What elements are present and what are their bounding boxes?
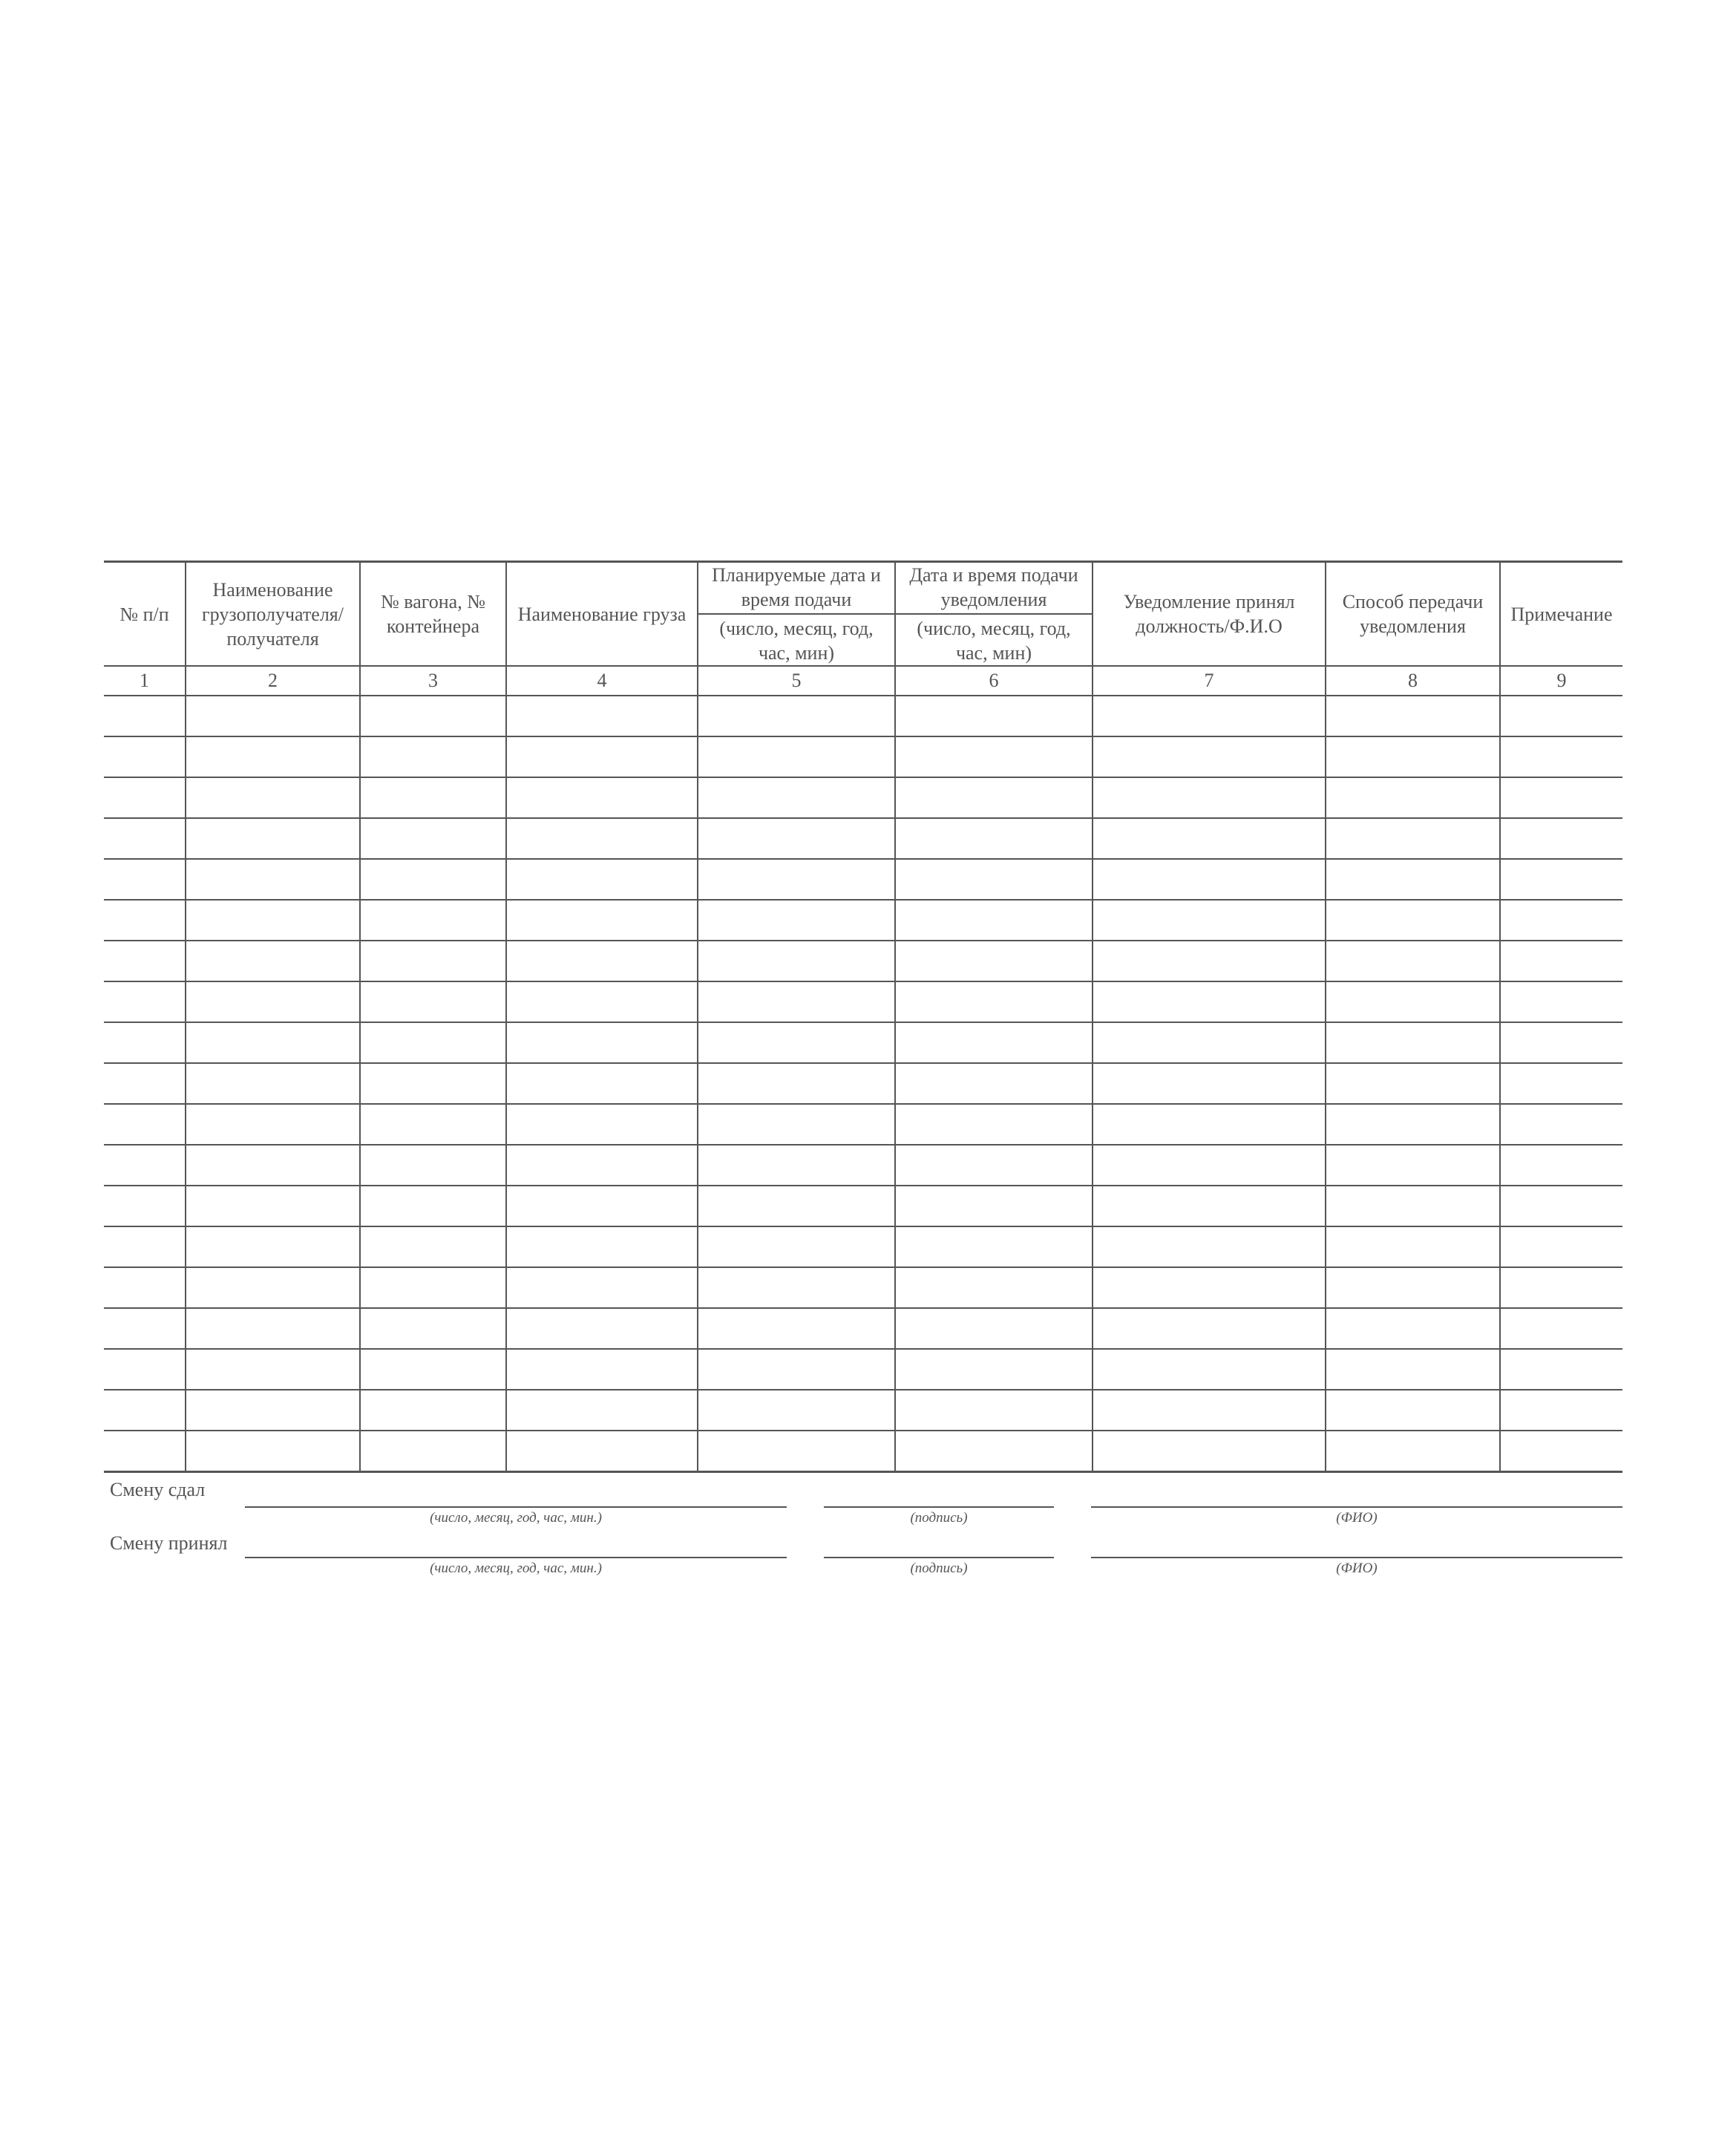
table-cell[interactable]	[698, 1186, 895, 1226]
table-cell[interactable]	[186, 1145, 360, 1186]
table-cell[interactable]	[186, 1063, 360, 1104]
table-cell[interactable]	[698, 941, 895, 981]
header-consignee-name: Наименование грузополучателя/ получателя	[186, 562, 360, 667]
table-cell[interactable]	[506, 777, 698, 818]
table-cell[interactable]	[1500, 1431, 1622, 1472]
table-cell[interactable]	[1093, 1431, 1326, 1472]
table-row	[104, 1226, 1622, 1267]
table-cell[interactable]	[104, 696, 186, 736]
table-cell[interactable]	[506, 1186, 698, 1226]
table-cell[interactable]	[360, 1104, 506, 1145]
table-cell[interactable]	[895, 1145, 1093, 1186]
table-cell[interactable]	[506, 859, 698, 900]
table-cell[interactable]	[1500, 941, 1622, 981]
table-cell[interactable]	[1500, 981, 1622, 1022]
table-cell[interactable]	[360, 1349, 506, 1390]
table-row	[104, 696, 1622, 736]
table-cell[interactable]	[1093, 1308, 1326, 1349]
table-cell[interactable]	[1326, 696, 1500, 736]
table-cell[interactable]	[506, 1308, 698, 1349]
table-cell[interactable]	[186, 736, 360, 777]
table-cell[interactable]	[895, 981, 1093, 1022]
table-cell[interactable]	[186, 1390, 360, 1431]
table-cell[interactable]	[104, 1390, 186, 1431]
table-row	[104, 1145, 1622, 1186]
table-cell[interactable]	[104, 777, 186, 818]
handed-over-datetime-line[interactable]	[245, 1506, 787, 1508]
table-cell[interactable]	[1093, 818, 1326, 859]
handed-over-datetime-caption: (число, месяц, год, час, мин.)	[430, 1510, 602, 1526]
table-row	[104, 900, 1622, 941]
table-cell[interactable]	[1500, 1104, 1622, 1145]
accepted-name-caption: (ФИО)	[1336, 1560, 1378, 1576]
table-cell[interactable]	[1093, 1063, 1326, 1104]
table-cell[interactable]	[104, 981, 186, 1022]
table-cell[interactable]	[1326, 1226, 1500, 1267]
table-cell[interactable]	[698, 900, 895, 941]
table-cell[interactable]	[698, 1431, 895, 1472]
table-cell[interactable]	[1326, 1186, 1500, 1226]
table-cell[interactable]	[698, 1308, 895, 1349]
table-cell[interactable]	[1093, 941, 1326, 981]
table-cell[interactable]	[895, 1063, 1093, 1104]
table-cell[interactable]	[1326, 1349, 1500, 1390]
table-cell[interactable]	[104, 1267, 186, 1308]
table-cell[interactable]	[506, 1022, 698, 1063]
table-cell[interactable]	[1093, 1104, 1326, 1145]
table-cell[interactable]	[104, 1349, 186, 1390]
table-cell[interactable]	[1326, 1063, 1500, 1104]
table-cell[interactable]	[104, 1063, 186, 1104]
table-cell[interactable]	[895, 1022, 1093, 1063]
table-cell[interactable]	[1500, 1063, 1622, 1104]
table-cell[interactable]	[360, 1022, 506, 1063]
table-cell[interactable]	[698, 859, 895, 900]
table-cell[interactable]	[895, 859, 1093, 900]
table-cell[interactable]	[186, 1186, 360, 1226]
table-row	[104, 1022, 1622, 1063]
table-cell[interactable]	[360, 736, 506, 777]
table-row	[104, 1431, 1622, 1472]
header-remarks: Примечание	[1500, 562, 1622, 667]
table-row	[104, 1390, 1622, 1431]
shift-accepted-label: Смену принял	[110, 1532, 228, 1554]
table-cell[interactable]	[104, 859, 186, 900]
table-cell[interactable]	[1093, 1349, 1326, 1390]
table-cell[interactable]	[698, 1390, 895, 1431]
table-cell[interactable]	[1326, 981, 1500, 1022]
table-row	[104, 736, 1622, 777]
table-cell[interactable]	[506, 1104, 698, 1145]
table-cell[interactable]	[1326, 900, 1500, 941]
table-cell[interactable]	[895, 1226, 1093, 1267]
table-cell[interactable]	[698, 1063, 895, 1104]
table-cell[interactable]	[104, 1186, 186, 1226]
table-cell[interactable]	[506, 696, 698, 736]
table-cell[interactable]	[506, 1390, 698, 1431]
table-cell[interactable]	[104, 818, 186, 859]
column-number: 4	[506, 666, 698, 696]
table-cell[interactable]	[360, 1226, 506, 1267]
table-cell[interactable]	[360, 859, 506, 900]
table-cell[interactable]	[1500, 1390, 1622, 1431]
table-cell[interactable]	[1326, 1145, 1500, 1186]
table-row	[104, 777, 1622, 818]
table-cell[interactable]	[360, 1145, 506, 1186]
table-cell[interactable]	[1500, 1022, 1622, 1063]
header-notification-method: Способ передачи уведомления	[1326, 562, 1500, 667]
column-number: 5	[698, 666, 895, 696]
column-number: 2	[186, 666, 360, 696]
table-cell[interactable]	[506, 1267, 698, 1308]
notification-log-table	[104, 560, 1622, 1473]
column-number: 3	[360, 666, 506, 696]
accepted-datetime-caption: (число, месяц, год, час, мин.)	[430, 1560, 602, 1576]
table-cell[interactable]	[698, 1349, 895, 1390]
table-cell[interactable]	[104, 1104, 186, 1145]
table-cell[interactable]	[186, 900, 360, 941]
table-row	[104, 1104, 1622, 1145]
table-cell[interactable]	[1500, 696, 1622, 736]
table-cell[interactable]	[186, 1267, 360, 1308]
table-cell[interactable]	[360, 1390, 506, 1431]
table-cell[interactable]	[1093, 981, 1326, 1022]
header-cargo-name: Наименование груза	[506, 562, 698, 667]
table-cell[interactable]	[186, 1226, 360, 1267]
table-cell[interactable]	[895, 777, 1093, 818]
table-cell[interactable]	[360, 900, 506, 941]
table-cell[interactable]	[506, 900, 698, 941]
header-notification-datetime-format: (число, месяц, год, час, мин)	[895, 614, 1093, 666]
table-cell[interactable]	[698, 777, 895, 818]
table-cell[interactable]	[1500, 1186, 1622, 1226]
table-cell[interactable]	[1093, 777, 1326, 818]
table-cell[interactable]	[104, 900, 186, 941]
table-cell[interactable]	[360, 1063, 506, 1104]
table-cell[interactable]	[506, 1349, 698, 1390]
table-cell[interactable]	[186, 1308, 360, 1349]
table-cell[interactable]	[506, 1063, 698, 1104]
column-number: 9	[1500, 666, 1622, 696]
table-cell[interactable]	[104, 1022, 186, 1063]
table-row	[104, 859, 1622, 900]
table-cell[interactable]	[1093, 1022, 1326, 1063]
table-cell[interactable]	[1093, 696, 1326, 736]
table-cell[interactable]	[360, 1308, 506, 1349]
table-cell[interactable]	[1500, 777, 1622, 818]
handed-over-signature-line[interactable]	[824, 1506, 1054, 1508]
table-cell[interactable]	[1326, 1308, 1500, 1349]
table-cell[interactable]	[1093, 1226, 1326, 1267]
table-row	[104, 1186, 1622, 1226]
table-cell[interactable]	[895, 1308, 1093, 1349]
table-cell[interactable]	[506, 818, 698, 859]
table-cell[interactable]	[895, 1186, 1093, 1226]
column-number: 7	[1093, 666, 1326, 696]
accepted-signature-line[interactable]	[824, 1557, 1054, 1558]
handed-over-name-caption: (ФИО)	[1336, 1510, 1378, 1526]
table-row	[104, 1349, 1622, 1390]
table-cell[interactable]	[186, 818, 360, 859]
table-cell[interactable]	[1326, 1390, 1500, 1431]
table-cell[interactable]	[1500, 859, 1622, 900]
handed-over-signature-caption: (подпись)	[910, 1510, 968, 1526]
table-cell[interactable]	[1326, 736, 1500, 777]
shift-signatures	[104, 1473, 1622, 1592]
table-row	[104, 818, 1622, 859]
table-cell[interactable]	[1326, 1267, 1500, 1308]
table-cell[interactable]	[698, 736, 895, 777]
table-cell[interactable]	[1326, 777, 1500, 818]
column-number-row	[104, 666, 1622, 696]
column-number: 1	[104, 666, 186, 696]
table-cell[interactable]	[506, 941, 698, 981]
table-cell[interactable]	[506, 1431, 698, 1472]
table-cell[interactable]	[360, 696, 506, 736]
table-cell[interactable]	[895, 1349, 1093, 1390]
table-cell[interactable]	[1326, 818, 1500, 859]
table-cell[interactable]	[1093, 736, 1326, 777]
accepted-signature-caption: (подпись)	[910, 1560, 968, 1576]
accepted-name-line[interactable]	[1091, 1557, 1622, 1558]
table-cell[interactable]	[1500, 1349, 1622, 1390]
table-cell[interactable]	[698, 1022, 895, 1063]
table-row	[104, 1267, 1622, 1308]
table-cell[interactable]	[698, 1145, 895, 1186]
shift-handed-over-label: Смену сдал	[110, 1479, 206, 1500]
table-cell[interactable]	[360, 1431, 506, 1472]
table-cell[interactable]	[895, 941, 1093, 981]
column-number: 6	[895, 666, 1093, 696]
table-cell[interactable]	[186, 1431, 360, 1472]
table-cell[interactable]	[895, 1267, 1093, 1308]
accepted-datetime-line[interactable]	[245, 1557, 787, 1558]
table-cell[interactable]	[698, 696, 895, 736]
table-row	[104, 1308, 1622, 1349]
table-cell[interactable]	[895, 1390, 1093, 1431]
table-cell[interactable]	[895, 736, 1093, 777]
table-cell[interactable]	[186, 1104, 360, 1145]
table-cell[interactable]	[1500, 1267, 1622, 1308]
log-table-body	[104, 666, 1622, 1472]
table-cell[interactable]	[104, 941, 186, 981]
table-cell[interactable]	[1093, 859, 1326, 900]
table-cell[interactable]	[506, 736, 698, 777]
table-cell[interactable]	[698, 1226, 895, 1267]
table-cell[interactable]	[104, 736, 186, 777]
header-notification-datetime: Дата и время подачи уведомления	[895, 562, 1093, 615]
table-cell[interactable]	[1500, 818, 1622, 859]
table-cell[interactable]	[360, 981, 506, 1022]
table-cell[interactable]	[1326, 1104, 1500, 1145]
table-cell[interactable]	[360, 1267, 506, 1308]
table-cell[interactable]	[186, 696, 360, 736]
table-cell[interactable]	[698, 818, 895, 859]
table-cell[interactable]	[186, 859, 360, 900]
table-cell[interactable]	[1093, 1267, 1326, 1308]
table-cell[interactable]	[895, 1431, 1093, 1472]
table-cell[interactable]	[360, 1186, 506, 1226]
table-cell[interactable]	[506, 1145, 698, 1186]
table-cell[interactable]	[1326, 859, 1500, 900]
table-row	[104, 981, 1622, 1022]
table-cell[interactable]	[1500, 1308, 1622, 1349]
table-cell[interactable]	[1326, 1022, 1500, 1063]
table-cell[interactable]	[1093, 1145, 1326, 1186]
column-number: 8	[1326, 666, 1500, 696]
table-cell[interactable]	[1093, 1390, 1326, 1431]
table-row	[104, 941, 1622, 981]
table-cell[interactable]	[1326, 1431, 1500, 1472]
table-cell[interactable]	[1093, 900, 1326, 941]
handed-over-name-line[interactable]	[1091, 1506, 1622, 1508]
table-cell[interactable]	[186, 1349, 360, 1390]
table-cell[interactable]	[1500, 736, 1622, 777]
table-cell[interactable]	[186, 777, 360, 818]
table-cell[interactable]	[895, 818, 1093, 859]
table-cell[interactable]	[698, 1104, 895, 1145]
table-cell[interactable]	[186, 941, 360, 981]
table-cell[interactable]	[895, 1104, 1093, 1145]
table-cell[interactable]	[360, 818, 506, 859]
table-cell[interactable]	[360, 941, 506, 981]
table-cell[interactable]	[698, 981, 895, 1022]
table-cell[interactable]	[1500, 900, 1622, 941]
table-cell[interactable]	[698, 1267, 895, 1308]
table-cell[interactable]	[506, 1226, 698, 1267]
header-planned-delivery: Планируемые дата и время подачи	[698, 562, 895, 615]
notification-log-sheet	[104, 560, 1622, 1592]
table-cell[interactable]	[104, 1431, 186, 1472]
table-cell[interactable]	[895, 696, 1093, 736]
header-notification-received-by: Уведомление принял должность/Ф.И.О	[1093, 562, 1326, 667]
table-cell[interactable]	[895, 900, 1093, 941]
table-cell[interactable]	[104, 1145, 186, 1186]
table-cell[interactable]	[104, 1226, 186, 1267]
table-cell[interactable]	[360, 777, 506, 818]
header-planned-delivery-format: (число, месяц, год, час, мин)	[698, 614, 895, 666]
table-cell[interactable]	[104, 1308, 186, 1349]
header-row-number: № п/п	[104, 562, 186, 667]
table-cell[interactable]	[1500, 1226, 1622, 1267]
table-cell[interactable]	[186, 1022, 360, 1063]
table-cell[interactable]	[506, 981, 698, 1022]
table-cell[interactable]	[1093, 1186, 1326, 1226]
table-cell[interactable]	[186, 981, 360, 1022]
table-cell[interactable]	[1500, 1145, 1622, 1186]
header-wagon-container-number: № вагона, № контейнера	[360, 562, 506, 667]
table-row	[104, 1063, 1622, 1104]
table-cell[interactable]	[1326, 941, 1500, 981]
